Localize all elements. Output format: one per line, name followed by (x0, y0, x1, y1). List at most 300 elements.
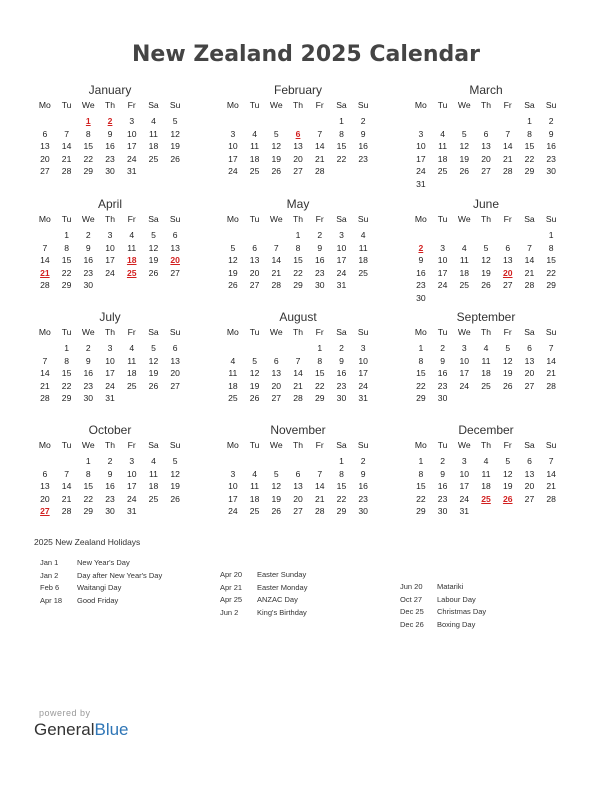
empty-day-cell (34, 229, 56, 242)
weekday-label: Sa (148, 214, 159, 224)
day-cell: 11 (127, 242, 137, 253)
day-cell: 28 (61, 506, 72, 516)
day-cell: 8 (317, 355, 323, 366)
day-cell: 31 (126, 506, 137, 516)
month-august (222, 309, 374, 405)
day-cell: 31 (126, 166, 137, 176)
weekday-label: Tu (437, 327, 448, 337)
week-row (222, 128, 374, 141)
holiday-day-cell: 2 (418, 242, 424, 253)
day-cell: 11 (250, 141, 260, 151)
day-cell: 14 (271, 255, 282, 265)
weekday-header (222, 213, 374, 229)
week-row (410, 367, 562, 380)
day-cell: 11 (228, 368, 238, 378)
day-cell: 5 (505, 456, 511, 466)
empty-day-cell (164, 392, 186, 405)
weekday-label: Su (169, 440, 181, 450)
empty-day-cell (432, 229, 454, 242)
day-cell: 25 (249, 166, 260, 176)
week-row (222, 355, 374, 368)
day-cell: 5 (483, 242, 489, 253)
day-cell: 9 (107, 128, 113, 139)
day-cell: 22 (61, 380, 72, 391)
brand-logo[interactable] (34, 720, 129, 740)
day-cell: 2 (85, 343, 91, 353)
day-cell: 10 (228, 141, 238, 151)
week-row (410, 115, 562, 128)
empty-day-cell (309, 115, 331, 128)
empty-day-cell (519, 292, 541, 305)
day-cell: 18 (481, 481, 491, 491)
day-cell: 17 (336, 255, 347, 265)
week-row (222, 380, 374, 393)
day-cell: 31 (105, 393, 115, 403)
day-cell: 29 (293, 280, 303, 290)
empty-day-cell (475, 505, 497, 518)
day-cell: 9 (360, 468, 366, 479)
day-cell: 17 (416, 153, 426, 164)
empty-day-cell (164, 279, 186, 292)
day-cell: 10 (416, 141, 426, 151)
day-cell: 6 (295, 468, 301, 479)
empty-day-cell (121, 392, 143, 405)
day-cell: 24 (459, 493, 470, 504)
day-cell: 17 (228, 153, 238, 164)
holiday-date: Dec 25 (400, 607, 424, 616)
day-cell: 13 (40, 141, 50, 151)
week-row (410, 254, 562, 267)
day-cell: 28 (546, 493, 556, 504)
day-cell: 19 (459, 153, 470, 164)
week-row (410, 468, 562, 481)
week-row (34, 493, 186, 506)
day-cell: 11 (148, 468, 158, 479)
day-cell: 8 (339, 128, 344, 139)
weekday-label: We (457, 440, 471, 450)
week-row (222, 367, 374, 380)
day-cell: 28 (40, 393, 50, 403)
day-cell: 5 (273, 468, 279, 479)
week-row (222, 392, 374, 405)
weekday-label: Fr (503, 214, 512, 224)
day-cell: 27 (481, 166, 491, 176)
day-cell: 30 (358, 506, 368, 516)
weekday-label: Th (105, 214, 116, 224)
day-cell: 14 (293, 368, 303, 378)
day-cell: 26 (481, 280, 491, 290)
week-row (222, 229, 374, 242)
holiday-item (394, 619, 564, 632)
day-cell: 5 (252, 355, 257, 366)
week-row (34, 254, 186, 267)
week-row (410, 279, 562, 292)
holiday-date: Apr 21 (220, 582, 243, 592)
day-cell: 29 (336, 506, 347, 516)
weekday-label: Tu (61, 440, 72, 450)
holiday-date: Apr 18 (40, 595, 63, 605)
day-cell: 15 (416, 368, 426, 378)
day-cell: 6 (273, 355, 279, 366)
weekday-header (34, 326, 186, 342)
day-cell: 1 (64, 343, 69, 353)
month-november (222, 422, 374, 518)
empty-day-cell (121, 279, 143, 292)
day-cell: 30 (546, 166, 556, 176)
month-april (34, 196, 186, 292)
day-cell: 11 (438, 141, 448, 151)
holiday-day-cell: 2 (107, 116, 113, 126)
day-cell: 3 (461, 456, 467, 466)
day-cell: 13 (271, 368, 282, 378)
day-cell: 23 (437, 380, 448, 391)
empty-day-cell (309, 455, 331, 468)
day-cell: 27 (271, 393, 282, 403)
week-row (222, 493, 374, 506)
empty-day-cell (453, 178, 475, 191)
holiday-item (214, 607, 384, 620)
day-cell: 20 (170, 368, 180, 378)
day-cell: 27 (170, 380, 180, 391)
day-cell: 20 (293, 153, 303, 164)
day-cell: 8 (548, 242, 554, 253)
day-cell: 19 (148, 368, 159, 378)
weekday-label: Su (357, 440, 369, 450)
day-cell: 1 (418, 456, 424, 466)
empty-day-cell (34, 115, 56, 128)
holiday-name: King's Birthday (257, 607, 307, 617)
day-cell: 30 (105, 506, 115, 516)
weekday-label: We (81, 440, 95, 450)
day-cell: 24 (437, 280, 448, 290)
day-cell: 17 (459, 481, 470, 491)
holiday-item (34, 595, 204, 608)
day-cell: 6 (252, 242, 257, 253)
day-cell: 19 (170, 141, 180, 151)
month-december (410, 422, 562, 518)
weekday-label: Sa (524, 100, 535, 110)
day-cell: 12 (271, 141, 282, 151)
day-cell: 7 (317, 128, 323, 139)
week-row (410, 267, 562, 280)
day-cell: 1 (295, 230, 301, 240)
day-cell: 14 (61, 481, 72, 491)
day-cell: 16 (314, 255, 325, 265)
day-cell: 3 (129, 456, 135, 466)
day-cell: 24 (126, 153, 137, 164)
day-cell: 4 (360, 230, 366, 240)
day-cell: 28 (314, 166, 325, 176)
day-cell: 1 (527, 116, 532, 126)
holiday-item (34, 582, 204, 595)
holiday-column (34, 557, 204, 607)
day-cell: 27 (293, 506, 303, 516)
day-cell: 26 (228, 280, 238, 290)
day-cell: 25 (481, 380, 491, 391)
day-cell: 8 (418, 468, 424, 479)
day-cell: 17 (105, 255, 115, 265)
day-cell: 24 (336, 267, 347, 278)
week-row (410, 140, 562, 153)
day-cell: 12 (502, 355, 513, 366)
day-cell: 27 (524, 380, 535, 391)
day-cell: 28 (314, 506, 325, 516)
day-cell: 9 (360, 128, 366, 139)
day-cell: 2 (85, 230, 91, 240)
day-cell: 28 (271, 280, 282, 290)
day-cell: 15 (83, 481, 94, 491)
day-cell: 30 (105, 166, 115, 176)
holiday-date: Jun 2 (220, 607, 239, 617)
day-cell: 4 (230, 355, 236, 366)
day-cell: 22 (293, 267, 303, 278)
day-cell: 25 (148, 153, 159, 164)
day-cell: 23 (105, 493, 115, 504)
holiday-date: Jun 20 (400, 582, 423, 591)
day-cell: 18 (148, 141, 159, 151)
day-cell: 23 (83, 267, 94, 278)
day-cell: 12 (481, 255, 491, 265)
empty-day-cell (497, 115, 519, 128)
day-cell: 25 (459, 280, 470, 290)
day-cell: 26 (271, 506, 282, 516)
week-row (34, 128, 186, 141)
day-cell: 12 (170, 468, 180, 479)
day-cell: 23 (336, 380, 347, 391)
day-cell: 31 (416, 178, 426, 189)
day-cell: 30 (83, 393, 94, 403)
day-cell: 7 (42, 355, 48, 366)
day-cell: 26 (459, 166, 470, 176)
weekday-label: Mo (38, 327, 51, 337)
holiday-list-title: 2025 New Zealand Holidays (34, 537, 141, 547)
day-cell: 15 (336, 481, 347, 491)
week-row (222, 153, 374, 166)
empty-day-cell (497, 292, 519, 305)
holiday-date: Apr 25 (220, 595, 243, 604)
day-cell: 14 (546, 355, 556, 366)
day-cell: 1 (548, 230, 554, 240)
day-cell: 2 (317, 230, 323, 240)
week-row (34, 229, 186, 242)
day-cell: 10 (126, 128, 137, 139)
weekday-label: Sa (148, 327, 159, 337)
weekday-label: Mo (226, 214, 239, 224)
weekday-label: Su (169, 214, 181, 224)
week-row (34, 115, 186, 128)
week-row (222, 267, 374, 280)
day-cell: 21 (293, 380, 303, 391)
day-cell: 10 (105, 355, 115, 366)
empty-day-cell (540, 505, 562, 518)
month-name: September (456, 310, 516, 324)
day-cell: 8 (527, 128, 532, 139)
day-cell: 29 (416, 506, 426, 516)
day-cell: 23 (358, 153, 368, 164)
empty-day-cell (143, 279, 165, 292)
holiday-item (34, 570, 204, 583)
empty-day-cell (56, 455, 78, 468)
day-cell: 26 (249, 393, 260, 403)
weekday-header (222, 99, 374, 115)
day-cell: 1 (418, 343, 424, 353)
day-cell: 14 (61, 141, 72, 151)
day-cell: 16 (437, 481, 448, 491)
day-cell: 9 (85, 355, 91, 366)
empty-day-cell (352, 165, 374, 178)
weekday-label: Tu (249, 440, 260, 450)
empty-day-cell (164, 505, 186, 518)
weekday-label: We (269, 214, 283, 224)
day-cell: 18 (126, 368, 137, 378)
day-cell: 16 (83, 368, 94, 378)
day-cell: 17 (228, 493, 238, 504)
empty-day-cell (475, 292, 497, 305)
day-cell: 21 (61, 153, 72, 164)
day-cell: 7 (317, 468, 323, 479)
weekday-label: We (457, 100, 471, 110)
day-cell: 1 (64, 230, 69, 240)
day-cell: 12 (228, 255, 238, 265)
week-row (34, 342, 186, 355)
day-cell: 18 (481, 368, 491, 378)
holiday-day-cell: 27 (40, 506, 50, 516)
day-cell: 21 (314, 493, 325, 504)
empty-day-cell (222, 229, 244, 242)
empty-day-cell (540, 392, 562, 405)
day-cell: 20 (249, 267, 260, 278)
day-cell: 26 (170, 493, 180, 504)
weekday-header (410, 99, 562, 115)
month-january (34, 82, 186, 178)
day-cell: 22 (336, 493, 347, 504)
day-cell: 21 (546, 368, 556, 378)
day-cell: 22 (83, 153, 94, 164)
day-cell: 21 (40, 380, 50, 391)
week-row (34, 380, 186, 393)
weekday-label: Mo (226, 327, 239, 337)
day-cell: 22 (416, 493, 426, 504)
holiday-name: Day after New Year's Day (77, 570, 163, 580)
weekday-label: Th (293, 100, 304, 110)
day-cell: 17 (437, 267, 448, 278)
weekday-header (34, 439, 186, 455)
day-cell: 7 (548, 343, 554, 353)
weekday-header (410, 326, 562, 342)
empty-day-cell (352, 279, 374, 292)
empty-day-cell (432, 292, 454, 305)
day-cell: 22 (416, 380, 426, 391)
week-row (410, 242, 562, 255)
day-cell: 7 (548, 456, 554, 466)
day-cell: 22 (524, 153, 535, 164)
page-title: New Zealand 2025 Calendar (132, 42, 480, 67)
day-cell: 27 (170, 267, 180, 278)
empty-day-cell (222, 115, 244, 128)
day-cell: 18 (358, 255, 368, 265)
month-october (34, 422, 186, 518)
holiday-day-cell: 20 (502, 267, 513, 278)
weekday-label: Mo (414, 214, 427, 224)
weekday-label: Tu (61, 327, 72, 337)
day-cell: 20 (271, 380, 282, 391)
day-cell: 12 (271, 481, 282, 491)
day-cell: 15 (546, 255, 556, 265)
week-row (34, 242, 186, 255)
holiday-name: Easter Sunday (257, 570, 307, 579)
day-cell: 18 (228, 380, 238, 391)
weekday-label: Sa (524, 214, 535, 224)
empty-day-cell (497, 392, 519, 405)
empty-day-cell (287, 455, 309, 468)
day-cell: 11 (459, 255, 469, 265)
day-cell: 30 (336, 393, 347, 403)
weekday-label: Th (481, 327, 492, 337)
weekday-label: We (269, 440, 283, 450)
weekday-label: Mo (414, 440, 427, 450)
weekday-label: We (457, 214, 471, 224)
day-cell: 5 (505, 343, 511, 353)
empty-day-cell (432, 115, 454, 128)
day-cell: 7 (273, 242, 279, 253)
week-row (34, 505, 186, 518)
holiday-name: New Year's Day (77, 558, 130, 567)
day-cell: 6 (527, 456, 532, 466)
day-cell: 21 (61, 493, 72, 504)
day-cell: 2 (440, 456, 445, 466)
weekday-label: Mo (226, 440, 239, 450)
holiday-day-cell: 18 (126, 255, 137, 265)
day-cell: 2 (360, 116, 366, 126)
day-cell: 3 (418, 128, 424, 139)
day-cell: 16 (546, 141, 556, 151)
day-cell: 15 (416, 481, 426, 491)
day-cell: 22 (336, 153, 347, 164)
week-row (410, 493, 562, 506)
day-cell: 29 (546, 280, 556, 290)
day-cell: 14 (546, 468, 556, 479)
week-row (410, 128, 562, 141)
day-cell: 9 (317, 242, 323, 253)
empty-day-cell (244, 115, 266, 128)
day-cell: 8 (64, 242, 69, 253)
empty-day-cell (519, 229, 541, 242)
day-cell: 27 (40, 166, 50, 176)
weekday-label: Tu (61, 214, 72, 224)
holiday-column (394, 581, 564, 631)
day-cell: 9 (418, 255, 424, 265)
week-row (222, 342, 374, 355)
day-cell: 1 (85, 456, 91, 466)
day-cell: 18 (148, 481, 159, 491)
week-row (222, 480, 374, 493)
day-cell: 29 (61, 393, 72, 403)
month-july (34, 309, 186, 405)
day-cell: 31 (358, 393, 368, 403)
day-cell: 12 (502, 468, 513, 479)
day-cell: 10 (459, 468, 470, 479)
empty-day-cell (410, 115, 432, 128)
day-cell: 21 (502, 153, 513, 164)
day-cell: 9 (548, 128, 554, 139)
day-cell: 9 (107, 468, 113, 479)
day-cell: 3 (107, 343, 113, 353)
holiday-name: Good Friday (77, 595, 119, 605)
weekday-label: Th (481, 440, 492, 450)
day-cell: 15 (524, 141, 535, 151)
weekday-label: Sa (336, 440, 347, 450)
empty-day-cell (164, 165, 186, 178)
